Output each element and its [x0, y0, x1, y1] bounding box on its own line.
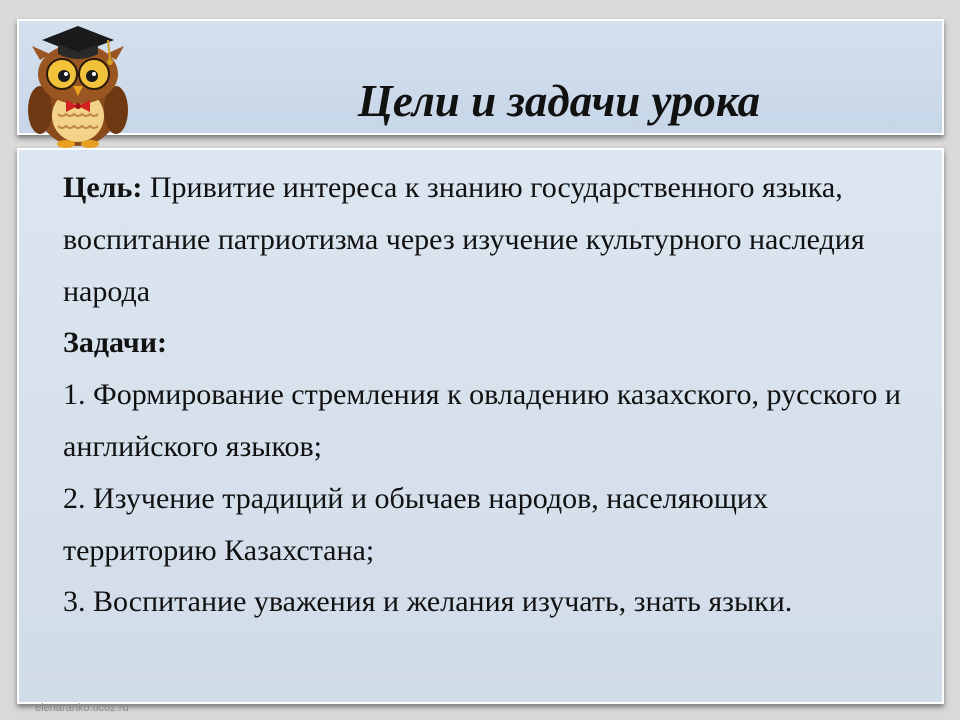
goal-text: Привитие интереса к знанию государственного языка, воспитание патриотизма через изучение культурного наследия народа — [63, 171, 865, 308]
goal-label: Цель: — [63, 171, 143, 204]
owl-graduate-icon — [22, 22, 134, 148]
tasks-label: Задачи: — [63, 326, 168, 360]
title-panel — [17, 19, 944, 135]
watermark: elenaranko.ucoz.ru — [35, 702, 129, 714]
content-text — [63, 162, 923, 628]
task-item-3: 3. Воспитание уважения и желания изучать, знать языки. — [63, 585, 793, 619]
slide-title: Цели и задачи урока — [357, 75, 761, 126]
goal-paragraph — [63, 162, 923, 317]
title-container — [209, 21, 909, 133]
task-item-2: 2. Изучение традиций и обычаев народов, населяющих территорию Казахстана; — [63, 481, 768, 567]
content-panel — [17, 148, 944, 704]
task-item-1: 1. Формирование стремления к овладению казахского, русского и английского языков; — [63, 378, 901, 463]
